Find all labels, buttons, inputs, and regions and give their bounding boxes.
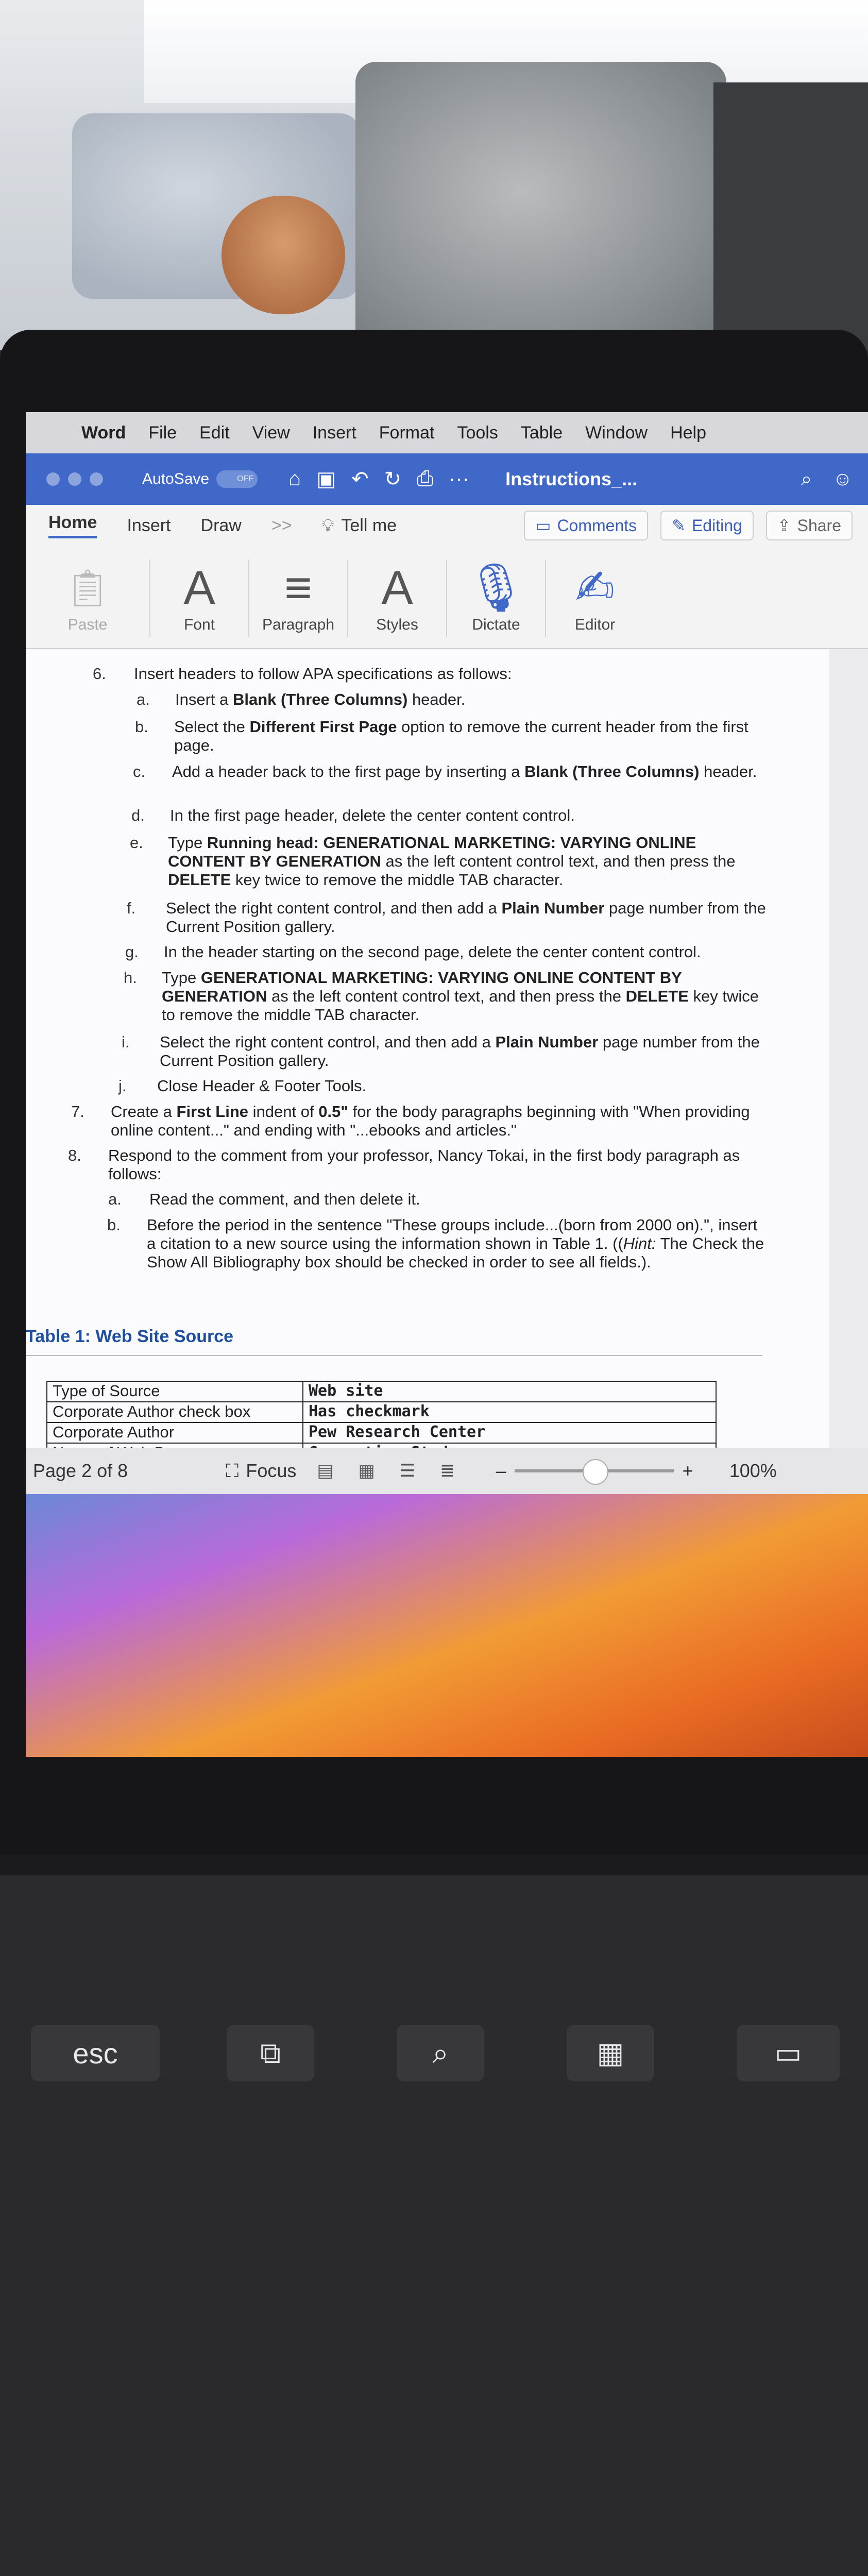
step-number: c. bbox=[133, 762, 146, 781]
table-cell-field[interactable]: Corporate Author check box bbox=[47, 1402, 303, 1422]
paste-label: Paste bbox=[67, 616, 108, 633]
print-layout-icon[interactable]: ▤ bbox=[317, 1461, 334, 1481]
dnd-key[interactable]: ▭ bbox=[737, 2025, 840, 2081]
zoom-window-button[interactable] bbox=[90, 472, 103, 486]
step-number: a. bbox=[108, 1190, 122, 1208]
styles-group[interactable] bbox=[348, 560, 447, 637]
zoom-slider[interactable] bbox=[496, 1460, 693, 1482]
dictation-key[interactable]: ▦ bbox=[567, 2025, 654, 2081]
font-label: Font bbox=[183, 616, 215, 633]
view-buttons bbox=[317, 1461, 454, 1481]
focus-button[interactable] bbox=[226, 1460, 296, 1482]
web-layout-icon[interactable]: ▦ bbox=[358, 1461, 375, 1481]
mission-control-key[interactable]: ⧉ bbox=[227, 2025, 314, 2081]
dictate-group[interactable] bbox=[447, 560, 546, 637]
tab-overflow[interactable]: >> bbox=[271, 515, 292, 535]
step-text: Type Running head: GENERATIONAL MARKETING: VARYING ONLINE CONTENT BY GENERATION as the left content control text, and then press the DELETE key twice to remove the middle TAB character. bbox=[168, 834, 736, 889]
microphone-icon: 🎙︎ bbox=[466, 562, 526, 614]
zoom-thumb[interactable] bbox=[583, 1459, 608, 1485]
autosave-state: OFF bbox=[237, 474, 254, 483]
menu-format[interactable]: Format bbox=[379, 422, 435, 443]
styles-label: Styles bbox=[376, 616, 418, 633]
close-window-button[interactable] bbox=[46, 472, 60, 486]
autosave-label: AutoSave bbox=[142, 470, 210, 487]
step-text: In the first page header, delete the center content control. bbox=[170, 806, 575, 824]
table-cell-value[interactable]: Web site bbox=[303, 1381, 716, 1402]
table-caption: Table 1: Web Site Source bbox=[26, 1327, 234, 1346]
word-title-bar bbox=[26, 453, 868, 505]
editor-group[interactable] bbox=[546, 560, 644, 637]
zoom-in-icon[interactable]: + bbox=[682, 1460, 693, 1481]
dark-object bbox=[713, 82, 868, 350]
step-number: b. bbox=[135, 718, 148, 736]
ribbon-tabs bbox=[26, 505, 868, 546]
autosave-toggle[interactable] bbox=[216, 470, 258, 488]
paste-group[interactable] bbox=[26, 560, 150, 637]
menu-tools[interactable]: Tools bbox=[457, 422, 498, 443]
step-text: Before the period in the sentence "These groups include...(born from 2000 on).", insert a citation to a new source using the information shown in Table 1. ((Hint: The Check the Show All Bibliography box should be checked in order to see all fields.). bbox=[147, 1216, 764, 1271]
pencil-icon: ✎ bbox=[672, 516, 686, 535]
comments-button[interactable] bbox=[524, 511, 648, 540]
font-group[interactable] bbox=[150, 560, 249, 637]
candle-object bbox=[355, 62, 726, 350]
table-row bbox=[47, 1381, 716, 1402]
menu-file[interactable]: File bbox=[148, 422, 177, 443]
menu-insert[interactable]: Insert bbox=[312, 422, 356, 443]
zoom-track[interactable] bbox=[515, 1469, 674, 1472]
photo-background bbox=[0, 0, 868, 350]
zoom-out-icon[interactable]: – bbox=[496, 1460, 506, 1481]
draft-icon[interactable]: ≣ bbox=[440, 1461, 455, 1481]
focus-label: Focus bbox=[246, 1460, 297, 1481]
styles-icon: A bbox=[381, 562, 413, 614]
share-label: Share bbox=[797, 516, 841, 535]
table-cell-value[interactable]: Has checkmark bbox=[303, 1402, 716, 1422]
account-icon[interactable]: ☺ bbox=[832, 468, 853, 490]
comment-icon: ▭ bbox=[535, 516, 551, 535]
share-icon: ⇪ bbox=[777, 516, 791, 535]
mac-menu-bar bbox=[26, 412, 868, 453]
tell-me-box[interactable] bbox=[322, 516, 397, 536]
step-number: g. bbox=[125, 943, 139, 961]
editor-label: Editor bbox=[574, 616, 616, 633]
comments-label: Comments bbox=[557, 516, 637, 535]
status-bar bbox=[26, 1448, 868, 1494]
paragraph-group[interactable] bbox=[249, 560, 348, 637]
menu-table[interactable]: Table bbox=[520, 422, 563, 443]
font-icon: A bbox=[183, 562, 215, 614]
search-icon[interactable]: ⌕ bbox=[801, 468, 812, 490]
step-text: Select the Different First Page option to remove the current header from the first page. bbox=[174, 718, 748, 754]
esc-label: esc bbox=[73, 2037, 118, 2070]
laptop-hinge bbox=[0, 1855, 868, 1875]
step-text: In the header starting on the second page, delete the center content control. bbox=[164, 943, 701, 961]
menu-view[interactable]: View bbox=[252, 422, 290, 443]
clipboard-icon: 📋︎ bbox=[64, 568, 111, 608]
step-text: Select the right content control, and then add a Plain Number page number from the Current Position gallery. bbox=[160, 1033, 760, 1070]
step-number: j. bbox=[118, 1077, 127, 1095]
more-icon[interactable]: ··· bbox=[449, 467, 470, 490]
menu-help[interactable]: Help bbox=[670, 422, 706, 443]
desktop-wallpaper bbox=[26, 1494, 868, 1757]
zoom-level[interactable]: 100% bbox=[729, 1460, 777, 1481]
ribbon-home bbox=[26, 546, 868, 649]
document-area bbox=[26, 649, 868, 1448]
person-arm bbox=[222, 196, 345, 314]
tab-insert[interactable]: Insert bbox=[127, 515, 171, 535]
paragraph-label: Paragraph bbox=[262, 616, 335, 633]
menu-window[interactable]: Window bbox=[585, 422, 648, 443]
step-number: d. bbox=[131, 806, 145, 824]
table-row bbox=[47, 1402, 716, 1422]
step-text: Insert a Blank (Three Columns) header. bbox=[175, 690, 466, 708]
share-button[interactable] bbox=[766, 511, 853, 540]
page-count[interactable]: Page 2 of 8 bbox=[33, 1460, 128, 1481]
tab-draw[interactable]: Draw bbox=[200, 515, 242, 535]
table-cell-value[interactable]: Pew Research Center bbox=[303, 1422, 716, 1443]
step-number: e. bbox=[130, 834, 143, 852]
lightbulb-icon: 💡︎ bbox=[321, 515, 334, 535]
editing-label: Editing bbox=[691, 516, 742, 535]
step-number: b. bbox=[107, 1216, 121, 1234]
spotlight-key[interactable]: ⌕ bbox=[397, 2025, 484, 2081]
menu-edit[interactable]: Edit bbox=[199, 422, 230, 443]
minimize-window-button[interactable] bbox=[68, 472, 81, 486]
step-number: 8. bbox=[68, 1146, 81, 1164]
step-number: i. bbox=[122, 1033, 130, 1051]
step-number: 7. bbox=[71, 1103, 84, 1121]
dictate-label: Dictate bbox=[472, 616, 520, 633]
paragraph-icon: ≡ bbox=[284, 562, 312, 614]
step-text: Select the right content control, and then add a Plain Number page number from the Current Position gallery. bbox=[166, 899, 766, 936]
save-icon[interactable]: ▣ bbox=[316, 468, 336, 490]
print-icon[interactable]: ⎙ bbox=[417, 467, 434, 490]
table-cell-field[interactable]: Corporate Author bbox=[47, 1422, 303, 1443]
step-number: 6. bbox=[93, 665, 106, 683]
tab-home[interactable]: Home bbox=[48, 513, 97, 538]
step-number: a. bbox=[137, 690, 150, 708]
editor-icon: ✍︎ bbox=[575, 562, 615, 614]
title-right-icons bbox=[801, 468, 853, 490]
step-text: Add a header back to the first page by inserting a Blank (Three Columns) header. bbox=[172, 762, 757, 781]
step-text: Close Header & Footer Tools. bbox=[157, 1077, 367, 1095]
editing-button[interactable] bbox=[660, 511, 754, 540]
step-number: h. bbox=[124, 969, 137, 987]
table-cell-field[interactable]: Type of Source bbox=[47, 1381, 303, 1402]
step-text: Read the comment, and then delete it. bbox=[149, 1190, 420, 1208]
undo-icon[interactable]: ↶ bbox=[351, 468, 369, 490]
document-page[interactable] bbox=[26, 649, 829, 1448]
laptop-screen bbox=[26, 412, 868, 1757]
step-text: Type GENERATIONAL MARKETING: VARYING ONLINE CONTENT BY GENERATION as the left content control text, and then press the DELETE key twice to remove the middle TAB character. bbox=[162, 969, 759, 1024]
tab-actions bbox=[524, 511, 853, 540]
redo-icon[interactable]: ↻ bbox=[384, 468, 402, 490]
step-number: f. bbox=[127, 899, 136, 917]
esc-key[interactable] bbox=[31, 2025, 160, 2081]
autosave-control bbox=[142, 470, 258, 488]
step-text: Insert headers to follow APA specifications as follows: bbox=[134, 665, 512, 683]
keyboard bbox=[0, 1855, 868, 2077]
quick-access-toolbar bbox=[288, 467, 469, 491]
step-text: Create a First Line indent of 0.5" for the body paragraphs beginning with "When providing online content..." and ending with "...ebooks and articles." bbox=[111, 1103, 750, 1139]
focus-icon: ⛶ bbox=[226, 1460, 239, 1481]
outline-icon[interactable]: ☰ bbox=[399, 1461, 416, 1481]
menu-app-word[interactable]: Word bbox=[81, 422, 126, 443]
document-title[interactable]: Instructions_... bbox=[505, 468, 638, 489]
table-row bbox=[47, 1422, 716, 1443]
caption-divider bbox=[26, 1355, 762, 1356]
tell-me-label: Tell me bbox=[341, 515, 397, 535]
home-icon[interactable]: ⌂ bbox=[288, 467, 301, 490]
step-text: Respond to the comment from your professor, Nancy Tokai, in the first body paragraph as follows: bbox=[108, 1146, 740, 1183]
